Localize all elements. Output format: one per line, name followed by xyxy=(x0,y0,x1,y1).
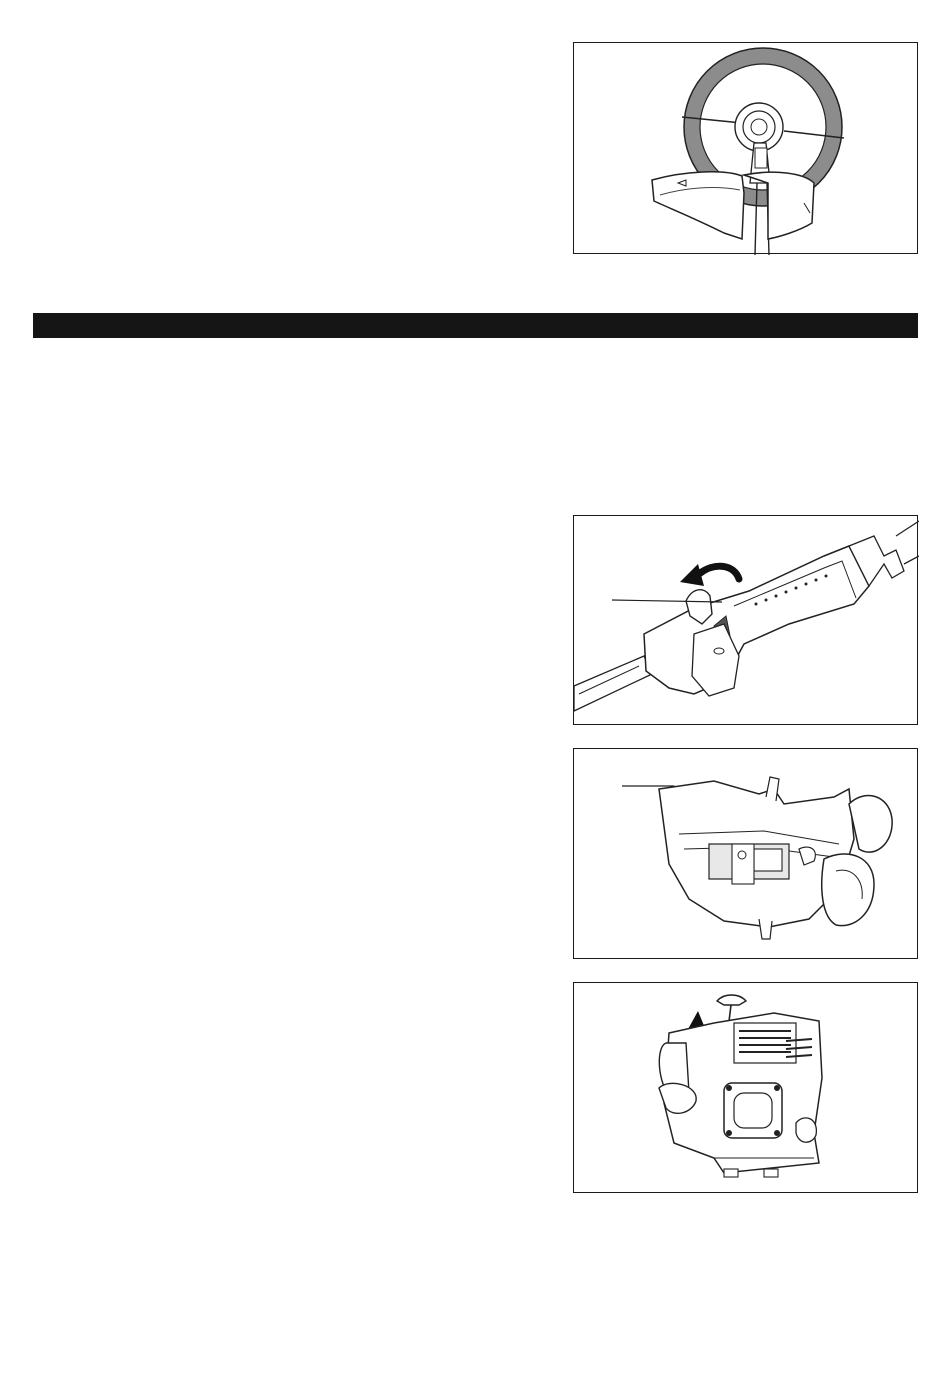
figure-engine-underside-choke xyxy=(573,748,918,959)
section-header-bar xyxy=(33,313,918,338)
callout-leader-line xyxy=(612,594,732,614)
figure-throttle-grip-lever xyxy=(573,515,918,725)
section-header-title xyxy=(33,317,41,333)
figure-engine-recoil-starter xyxy=(573,982,918,1193)
figure-trimmer-head-guard xyxy=(573,42,918,254)
grip-lever-rotation-drawing xyxy=(574,516,919,726)
engine-choke-lever-drawing xyxy=(574,749,919,960)
recoil-starter-pull-drawing xyxy=(574,983,919,1194)
trimmer-head-with-guard-drawing xyxy=(574,43,919,255)
